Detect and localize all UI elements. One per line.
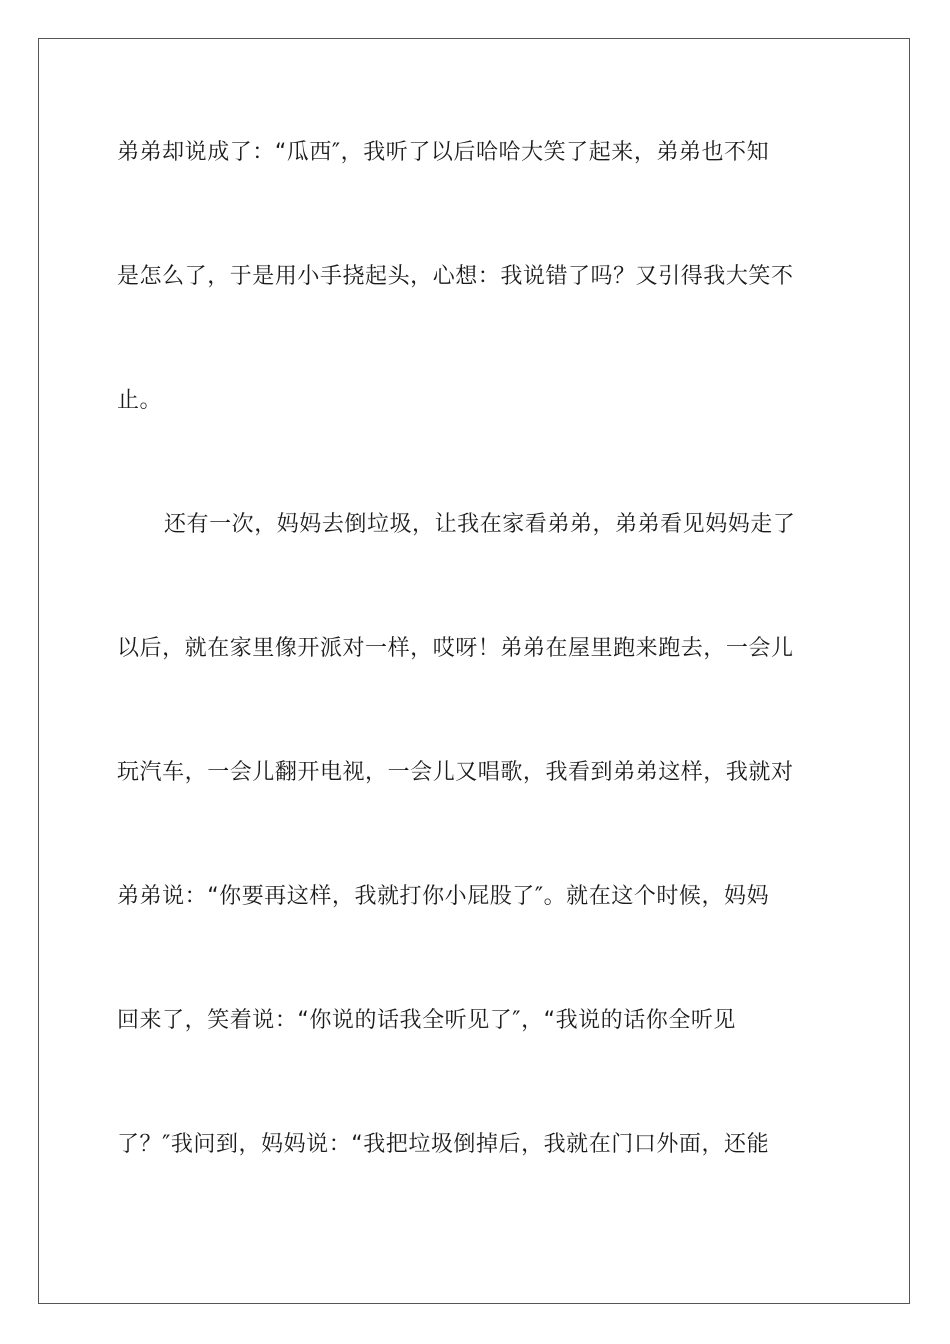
page-border <box>38 38 910 1304</box>
text-line-9: 了？″我问到，妈妈说：“我把垃圾倒掉后，我就在门口外面，还能 <box>117 1132 770 1157</box>
text-line-7: 弟弟说：“你要再这样，我就打你小屁股了″。就在这个时候，妈妈 <box>117 884 770 909</box>
text-line-1: 弟弟却说成了：“瓜西″，我听了以后哈哈大笑了起来，弟弟也不知 <box>117 140 770 165</box>
text-line-5: 以后，就在家里像开派对一样，哎呀！弟弟在屋里跑来跑去，一会儿 <box>117 636 794 661</box>
text-line-3: 止。 <box>117 388 163 413</box>
text-line-8: 回来了，笑着说：“你说的话我全听见了″，“我说的话你全听见 <box>117 1008 736 1033</box>
text-line-6: 玩汽车，一会儿翻开电视，一会儿又唱歌，我看到弟弟这样，我就对 <box>117 760 794 785</box>
text-line-2: 是怎么了，于是用小手挠起头，心想：我说错了吗？又引得我大笑不 <box>117 264 794 289</box>
paragraph-start-line: 还有一次，妈妈去倒垃圾，让我在家看弟弟，弟弟看见妈妈走了 <box>164 512 796 537</box>
